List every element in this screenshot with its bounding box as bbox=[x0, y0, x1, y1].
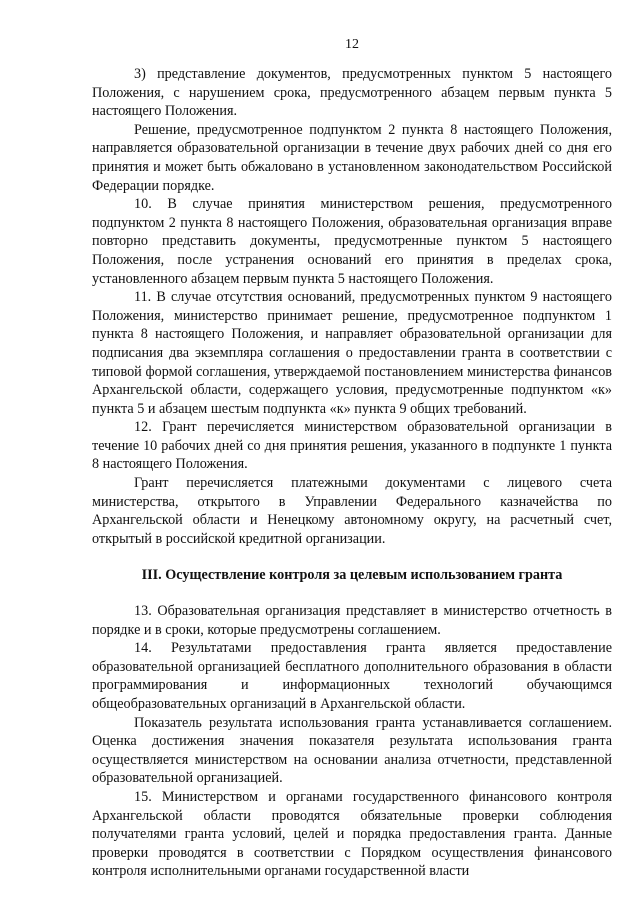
paragraph: 14. Результатами предоставления гранта является предоставление образовательной организацией бесплатного дополнительного образования в области программирования и информационных технологий обучающимся общеобразовательных организаций в Архангельской области. bbox=[92, 640, 612, 712]
paragraph: 10. В случае принятия министерством решения, предусмотренного подпунктом 2 пункта 8 настоящего Положения, образовательная организация вправе повторно представить документы, предусмотренные пунктом 5 настоящего Положения, после устранения оснований его принятия в пределах срока, установленного абзацем первым пункта 5 настоящего Положения. bbox=[92, 196, 612, 287]
paragraph: 11. В случае отсутствия оснований, предусмотренных пунктом 9 настоящего Положения, министерство принимает решение, предусмотренное подпунктом 1 пункта 8 настоящего Положения, и направляет образовательной организации для подписания два экземпляра соглашения о предоставлении гранта в соответствии с типовой формой соглашения, утверждаемой постановлением министерства финансов Архангельской области, содержащего условия, предусмотренные подпунктом «к» пункта 5 и абзацем шестым подпункта «к» пункта 9 общих требований. bbox=[92, 289, 612, 417]
paragraph: 12. Грант перечисляется министерством образовательной организации в течение 10 рабочих дней со дня принятия решения, указанного в подпункте 1 пункта 8 настоящего Положения. bbox=[92, 419, 612, 473]
paragraph: Решение, предусмотренное подпунктом 2 пункта 8 настоящего Положения, направляется образовательной организации в течение двух рабочих дней со дня его принятия и может быть обжаловано в установленном законодательством Российской Федерации порядке. bbox=[92, 121, 612, 194]
paragraph: Показатель результата использования гранта устанавливается соглашением. Оценка достижения значения показателя результата использования гранта осуществляется министерством на основании анализа отчетности, представленной образовательной организацией. bbox=[92, 714, 612, 787]
paragraph: 13. Образовательная организация представляет в министерство отчетность в порядке и в сроки, которые предусмотрены соглашением. bbox=[92, 603, 612, 638]
paragraph: 15. Министерством и органами государственного финансового контроля Архангельской области проводятся обязательные проверки соблюдения получателями гранта условий, целей и порядка предоставления гранта. Данные проверки проводятся в соответствии с Порядком осуществления финансового контроля исполнительными органами государственной власти bbox=[92, 788, 612, 880]
section-heading: III. Осуществление контроля за целевым использованием гранта bbox=[141, 567, 563, 584]
document-body bbox=[92, 65, 612, 881]
page-number: 12 bbox=[345, 37, 359, 52]
paragraph: 3) представление документов, предусмотренных пунктом 5 настоящего Положения, с нарушением срока, предусмотренного абзацем первым пункта 5 настоящего Положения. bbox=[92, 66, 612, 120]
paragraph: Грант перечисляется платежными документами с лицевого счета министерства, открытого в Управлении Федерального казначейства по Архангельской области и Ненецкому автономному округу, на расчетный счет, открытый в российской кредитной организации. bbox=[92, 475, 612, 547]
